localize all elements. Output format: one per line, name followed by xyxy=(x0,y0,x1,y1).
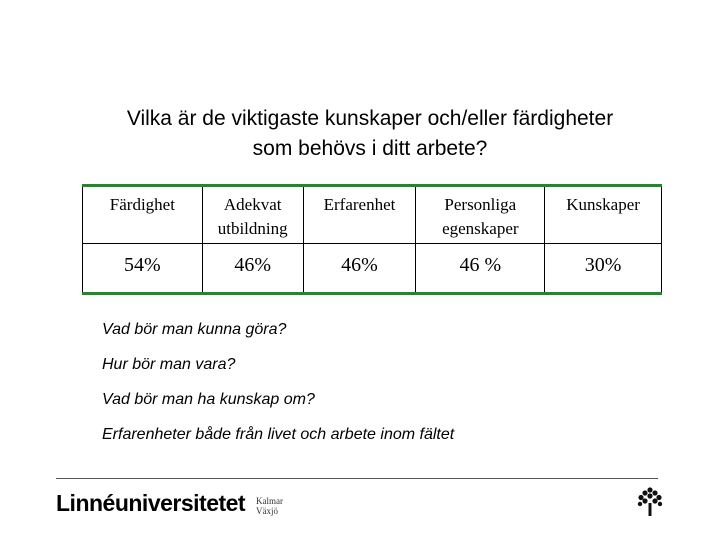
title-line-2: som behövs i ditt arbete? xyxy=(252,137,488,160)
footer-divider xyxy=(56,478,658,479)
header-kunskaper: Kunskaper xyxy=(545,186,662,244)
value-fardighet: 54% xyxy=(83,244,203,294)
table-header-row xyxy=(83,186,662,244)
skills-table xyxy=(82,184,662,295)
tree-icon xyxy=(635,486,665,518)
title-line-1: Vilka är de viktigaste kunskaper och/eller färdigheter xyxy=(126,107,614,130)
header-personliga-egenskaper: Personliga egenskaper xyxy=(416,186,545,244)
header-adekvat-utbildning: Adekvat utbildning xyxy=(202,186,303,244)
value-erfarenhet: 46% xyxy=(303,244,416,294)
note-item: Erfarenheter både från livet och arbete inom fältet xyxy=(102,426,455,443)
value-adekvat-utbildning: 46% xyxy=(202,244,303,294)
table-row xyxy=(83,244,662,294)
slide-title xyxy=(60,104,680,164)
header-erfarenhet: Erfarenhet xyxy=(303,186,416,244)
value-kunskaper: 30% xyxy=(545,244,662,294)
notes-list xyxy=(102,318,454,458)
note-item: Hur bör man vara? xyxy=(102,356,236,373)
university-logo-text: Linnéuniversitetet xyxy=(56,490,246,516)
note-item: Vad bör man kunna göra? xyxy=(102,321,287,338)
note-item: Vad bör man ha kunskap om? xyxy=(102,391,315,408)
university-logo-locations: Kalmar Växjö xyxy=(256,496,283,516)
header-fardighet: Färdighet xyxy=(83,186,203,244)
value-personliga-egenskaper: 46 % xyxy=(416,244,545,294)
